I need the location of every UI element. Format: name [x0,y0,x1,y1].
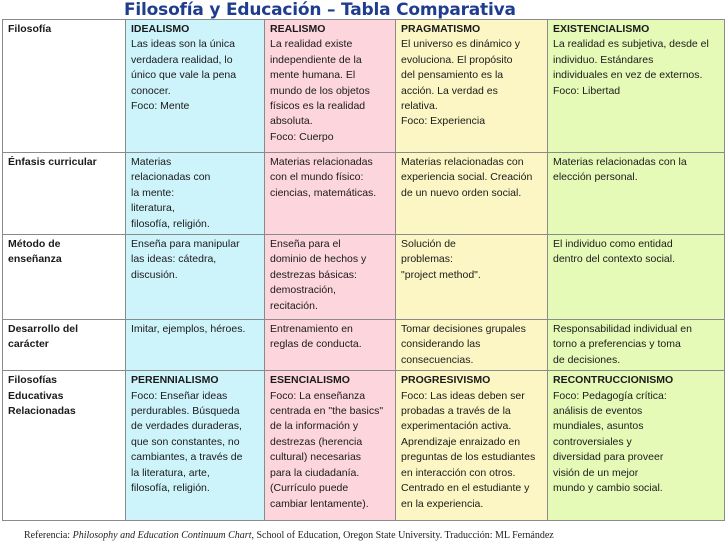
cell-existencialismo [548,320,725,371]
row-header-line: Filosofías [8,374,58,387]
cell-pragmatismo [396,371,548,521]
cell-text-line: mundo de los objetos [270,84,370,97]
cell-text-line: absoluta. [270,115,313,128]
cell-idealismo [126,153,265,235]
cell-realismo [265,371,396,521]
column-heading: PRAGMATISMO [401,23,481,35]
cell-existencialismo [548,235,725,320]
row-header [3,235,126,320]
cell-text-line: Aprendizaje enraizado en [401,435,521,448]
cell-text-line: problemas: [401,253,453,266]
reference-prefix: Referencia: [24,530,73,541]
cell-text-line: de la información y [270,420,359,433]
cell-pragmatismo [396,20,548,153]
cell-text-line: verdadera realidad, lo [131,53,233,66]
cell-text-line: de decisiones. [553,353,621,366]
cell-text-line: destrezas básicas: [270,268,357,281]
cell-text-line: Enseña para el [270,238,341,251]
cell-text-line: de un nuevo orden social. [401,186,522,199]
row-header-line: Relacionadas [8,405,76,418]
cell-existencialismo [548,371,725,521]
column-heading: ESENCIALISMO [270,374,350,387]
cell-text-line: Solución de [401,238,456,251]
cell-text-line: en interacción con otros. [401,466,516,479]
row-header [3,320,126,371]
cell-text-line: Materias relacionadas con la [553,156,687,168]
table-row [3,235,725,320]
cell-text-line: "project method". [401,268,481,281]
cell-text-line: mundo y cambio social. [553,482,663,495]
cell-text-line: mundiales, asuntos [553,420,644,433]
row-header-line: Desarrollo del [8,323,79,336]
cell-text-line: mente humana. El [270,69,356,82]
cell-existencialismo [548,20,725,153]
cell-pragmatismo [396,235,548,320]
cell-text-line: Foco: Pedagogía crítica: [553,389,667,402]
cell-text-line: preguntas de los estudiantes [401,451,536,464]
reference-work: Philosophy and Education Continuum Chart [72,530,252,541]
cell-text-line: Foco: Libertad [553,84,621,97]
cell-text-line: cambiar lentamente). [270,497,369,510]
cell-text-line: dentro del contexto social. [553,253,675,266]
cell-text-line: relacionadas con [131,171,211,184]
cell-text-line: perdurables. Búsqueda [131,405,240,418]
cell-text-line: Foco: La enseñanza [270,389,366,402]
cell-text-line: relativa. [401,100,438,113]
reference-suffix: , School of Education, Oregon State University. Traducción: ML Fernández [251,530,554,541]
cell-text-line: filosofía, religión. [131,482,210,495]
cell-text-line: único que vale la pena [131,69,237,82]
cell-text-line: físicos es la realidad [270,100,366,113]
cell-text-line: análisis de eventos [553,405,643,418]
cell-text-line: dominio de hechos y [270,253,367,266]
cell-text-line: Las ideas son la única [131,38,235,51]
cell-text-line: El universo es dinámico y [401,38,521,51]
column-heading: IDEALISMO [131,23,190,35]
cell-existencialismo [548,153,725,235]
table-row [3,153,725,235]
row-header [3,153,126,235]
cell-text-line: reglas de conducta. [270,338,362,351]
comparison-table [2,19,725,521]
cell-text-line: Foco: Cuerpo [270,130,334,143]
table-row [3,371,725,521]
cell-text-line: cambiantes, a través de [131,451,243,464]
cell-text-line: Materias relacionadas [270,156,373,168]
cell-text-line: La realidad es subjetiva, desde el [553,38,709,51]
cell-text-line: diversidad para proveer [553,451,664,464]
column-heading: PROGRESIVISMO [401,374,491,387]
column-heading: PERENNIALISMO [131,374,219,387]
cell-text-line: conocer. [131,84,171,97]
cell-text-line: evoluciona. El propósito [401,53,513,66]
cell-text-line: El individuo como entidad [553,238,673,251]
column-heading: REALISMO [270,23,326,35]
cell-text-line: destrezas (herencia [270,435,363,448]
cell-idealismo [126,20,265,153]
cell-pragmatismo [396,320,548,371]
row-header-line: Filosofía [8,23,52,35]
cell-text-line: probadas a través de la [401,405,511,418]
cell-text-line: del pensamiento es la [401,69,504,82]
table-row [3,320,725,371]
cell-text-line: La realidad existe [270,38,353,51]
cell-text-line: cultural) necesarias [270,451,362,464]
cell-text-line: Responsabilidad individual en [553,323,692,336]
cell-text-line: las ideas: cátedra, [131,253,217,266]
cell-realismo [265,153,396,235]
cell-text-line: filosofía, religión. [131,217,210,230]
cell-text-line: para la ciudadanía. [270,466,360,479]
cell-text-line: Foco: Experiencia [401,115,486,128]
cell-text-line: Materias relacionadas con [401,156,524,168]
cell-text-line: de verdades duraderas, [131,420,242,433]
cell-text-line: recitación. [270,299,318,312]
cell-text-line: demostración, [270,284,336,297]
cell-text-line: discusión. [131,268,178,281]
cell-realismo [265,20,396,153]
cell-pragmatismo [396,153,548,235]
cell-text-line: (Currículo puede [270,482,349,495]
cell-text-line: la literatura, arte, [131,466,210,479]
row-header-line: Educativas [8,389,64,402]
cell-text-line: Centrado en el estudiante y [401,482,530,495]
cell-idealismo [126,235,265,320]
column-heading: EXISTENCIALISMO [553,23,650,35]
table-row [3,20,725,153]
cell-text-line: ciencias, matemáticas. [270,186,377,199]
cell-text-line: Foco: Enseñar ideas [131,389,228,402]
cell-text-line: consecuencias. [401,353,474,366]
cell-text-line: en la experiencia. [401,497,484,510]
cell-text-line: literatura, [131,202,175,215]
page-title: Filosofía y Educación – Tabla Comparativa [124,0,516,20]
cell-text-line: individuales en vez de externos. [553,69,703,82]
cell-text-line: Foco: Las ideas deben ser [401,389,525,402]
cell-realismo [265,320,396,371]
cell-text-line: individuo. Estándares [553,53,654,66]
cell-text-line: acción. La verdad es [401,84,498,97]
column-heading: RECONTRUCCIONISMO [553,374,674,387]
cell-text-line: elección personal. [553,171,638,184]
reference-note [24,529,724,543]
cell-text-line: considerando las [401,338,481,351]
cell-text-line: la mente: [131,186,175,199]
cell-text-line: Imitar, ejemplos, héroes. [131,323,246,336]
cell-realismo [265,235,396,320]
cell-text-line: torno a preferencias y toma [553,338,681,351]
row-header-line: enseñanza [8,253,62,266]
row-header-line: carácter [8,338,49,351]
cell-idealismo [126,371,265,521]
cell-text-line: Foco: Mente [131,100,190,113]
row-header-line: Énfasis curricular [8,156,97,168]
row-header-line: Método de [8,238,61,251]
cell-text-line: experimentación activa. [401,420,512,433]
cell-text-line: con el mundo físico: [270,171,364,184]
cell-text-line: experiencia social. Creación [401,171,533,184]
cell-text-line: visión de un mejor [553,466,639,479]
cell-text-line: centrada en "the basics" [270,405,384,418]
row-header [3,371,126,521]
cell-text-line: Tomar decisiones grupales [401,323,526,336]
cell-text-line: Materias [131,156,172,168]
cell-text-line: Entrenamiento en [270,323,353,336]
cell-text-line: Enseña para manipular [131,238,240,251]
cell-text-line: que son constantes, no [131,435,240,448]
cell-text-line: independiente de la [270,53,362,66]
cell-idealismo [126,320,265,371]
row-header [3,20,126,153]
cell-text-line: controversiales y [553,435,632,448]
